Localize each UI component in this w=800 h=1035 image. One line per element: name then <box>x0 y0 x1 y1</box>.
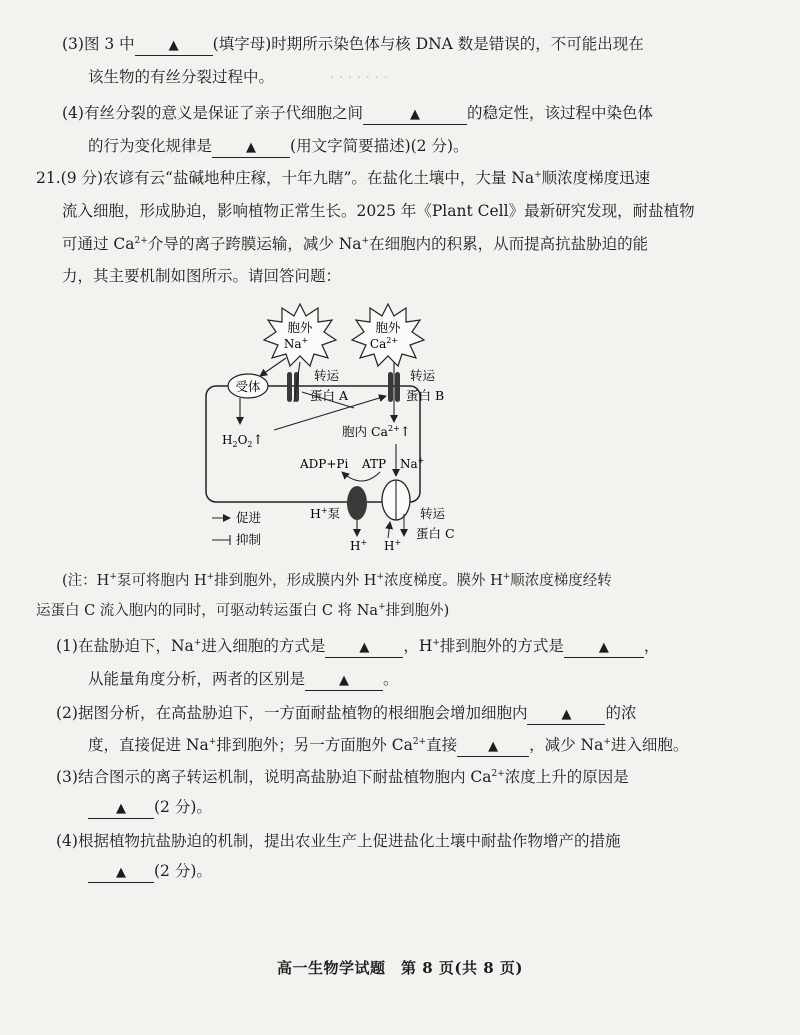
atp-label: ATP <box>362 457 387 471</box>
q21-intro-line3: 可通过 $Ca^{2+}$介导的离子跨膜运输，减少 Na+在细胞内的积累，从而提高抗盐胁迫的能 <box>62 235 649 253</box>
q21-intro-line2: 流入细胞，形成胁迫，影响植物正常生长。2025 年《Plant Cell》最新研究发现，耐盐植物 <box>62 202 695 220</box>
q21-part3-line1: (3)结合图示的离子转运机制，说明高盐胁迫下耐盐植物胞内 $Ca^{2+}$浓度上升的原因是 <box>56 768 629 786</box>
h-ion-label-1: H+ <box>350 538 368 553</box>
q20-part3-line2: 该生物的有丝分裂过程中。 <box>88 68 275 86</box>
transporter-a-label: 蛋白 A <box>310 388 349 403</box>
h2o2-label: $H_2O_2↑$ <box>222 433 264 449</box>
answer-blank: ▲ <box>527 706 605 725</box>
ion-transport-diagram <box>190 300 480 556</box>
q20-part4-line1: (4)有丝分裂的意义是保证了亲子代细胞之间 ▲ 的稳定性，该过程中染色体 <box>62 102 653 125</box>
answer-blank: ▲ <box>564 639 644 658</box>
receptor-label: 受体 <box>235 379 261 394</box>
extracellular-ca-burst <box>352 304 424 366</box>
ca-burst-label-1: 胞外 <box>375 320 401 335</box>
ca-burst-label-2: $Ca^{2+}$ <box>369 336 399 351</box>
answer-blank: ▲ <box>305 672 383 691</box>
transporter-c-label: 转运 <box>420 506 446 521</box>
answer-blank: ▲ <box>325 639 403 658</box>
arrow-h-into-c <box>388 522 390 538</box>
q21-part1-line1: (1)在盐胁迫下，Na+进入细胞的方式是 ▲ ，H+排到胞外的方式是 ▲ ， <box>56 635 659 658</box>
na-burst-label-1: 胞外 <box>287 320 313 335</box>
q21-part1-line2: 从能量角度分析，两者的区别是 ▲ 。 <box>88 668 399 691</box>
q21-part2-line2: 度，直接促进 Na+排到胞外；另一方面胞外 $Ca^{2+}$直接 ▲ ，减少 Na+进入细胞。 <box>88 734 688 757</box>
h-pump <box>347 486 367 520</box>
arrow-na-to-receptor <box>260 358 286 376</box>
intracellular-ca-label: 胞内 $Ca^{2+}↑$ <box>342 424 411 440</box>
answer-blank: ▲ <box>212 139 290 158</box>
atp-hydrolysis-arrow <box>342 472 380 481</box>
q21-part3-line2: ▲ (2 分)。 <box>88 796 212 819</box>
transporter-b-label: 蛋白 B <box>406 388 445 403</box>
transporter-b <box>388 372 393 402</box>
transporter-b <box>395 372 400 402</box>
answer-blank: ▲ <box>88 864 154 883</box>
adp-label: ADP+Pi <box>300 457 349 471</box>
q21-part4-line1: (4)根据植物抗盐胁迫的机制，提出农业生产上促进盐化土壤中耐盐作物增产的措施 <box>56 832 621 850</box>
legend-promote: 促进 <box>236 510 262 525</box>
transporter-b-label: 转运 <box>410 368 436 383</box>
na-inside-label: Na+ <box>400 456 425 471</box>
page-footer: 高一生物学试题 第 8 页(共 8 页) <box>277 959 523 977</box>
transporter-a <box>287 372 292 402</box>
q21-note-line1: (注：H+泵可将胞内 H+排到胞外，形成膜内外 H+浓度梯度。膜外 H+顺浓度梯度经转 <box>62 572 612 589</box>
q20-part3-line1: (3)图 3 中 ▲ (填字母)时期所示染色体与核 DNA 数是错误的，不可能出现在 <box>62 33 644 56</box>
transporter-c-label: 蛋白 C <box>416 526 455 541</box>
q21-part2-line1: (2)据图分析，在高盐胁迫下，一方面耐盐植物的根细胞会增加细胞内 ▲ 的浓 <box>56 702 636 725</box>
answer-blank: ▲ <box>363 106 467 125</box>
na-burst-label-2: Na+ <box>283 336 309 351</box>
extracellular-na-burst <box>264 304 336 366</box>
q20-part4-line2: 的行为变化规律是 ▲ (用文字简要描述)(2 分)。 <box>88 135 469 158</box>
transporter-a-label: 转运 <box>314 368 340 383</box>
q21-intro-line4: 力，其主要机制如图所示。请回答问题： <box>62 267 342 285</box>
q21-part4-line2: ▲ (2 分)。 <box>88 860 212 883</box>
legend-inhibit: 抑制 <box>236 532 262 547</box>
answer-blank: ▲ <box>135 37 213 56</box>
q21-intro-line1: 21.(9 分)农谚有云“盐碱地种庄稼，十年九瞎”。在盐化土壤中，大量 Na+顺浓度梯度迅速 <box>36 169 651 187</box>
bleed-through-text: · · · · · · · <box>330 70 388 86</box>
answer-blank: ▲ <box>457 738 529 757</box>
h-pump-label: H+泵 <box>310 506 341 521</box>
q21-note-line2: 运蛋白 C 流入胞内的同时，可驱动转运蛋白 C 将 Na+排到胞外) <box>36 602 450 619</box>
h-ion-label-2: H+ <box>384 538 402 553</box>
answer-blank: ▲ <box>88 800 154 819</box>
